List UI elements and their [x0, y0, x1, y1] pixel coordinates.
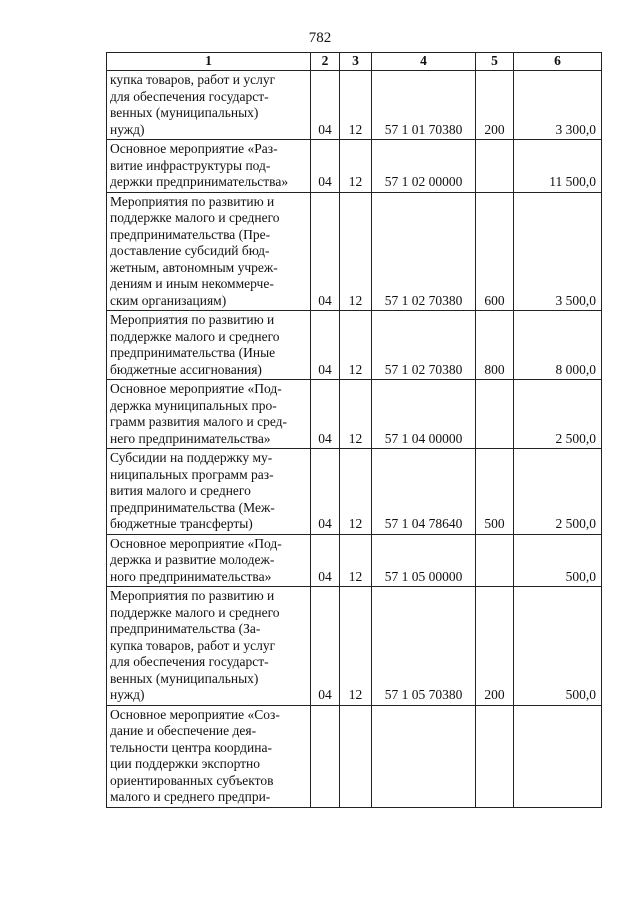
table-row	[107, 587, 602, 706]
table-row	[107, 705, 602, 807]
table-row	[107, 380, 602, 449]
row-name: Основное мероприятие «Под- держка и развитие молодеж- ного предпринимательства»	[107, 534, 311, 587]
row-name: Субсидии на поддержку му- ниципальных программ раз- вития малого и среднего предпринимательства (Меж- бюджетные трансферты)	[107, 449, 311, 535]
table-row	[107, 311, 602, 380]
row-expense-type: 600	[476, 192, 514, 311]
row-target-code: 57 1 05 00000	[372, 534, 476, 587]
row-expense-type	[476, 534, 514, 587]
row-name: Основное мероприятие «Соз- дание и обеспечение дея- тельности центра координа- ции поддержки экспортно ориентированных субъектов малого и среднего предпри-	[107, 705, 311, 807]
row-subsection: 12	[340, 140, 372, 193]
table-row	[107, 192, 602, 311]
row-amount: 500,0	[514, 534, 602, 587]
row-section: 04	[311, 192, 340, 311]
row-target-code: 57 1 05 70380	[372, 587, 476, 706]
row-section: 04	[311, 587, 340, 706]
table-row	[107, 140, 602, 193]
row-section	[311, 705, 340, 807]
table-row	[107, 449, 602, 535]
row-name: Мероприятия по развитию и поддержке малого и среднего предпринимательства (Пре- доставление субсидий бюд- жетным, автономным учреж- дениям и иным некоммерче- ским организациям)	[107, 192, 311, 311]
page-number: 782	[308, 30, 332, 46]
header-col-4: 4	[372, 53, 476, 71]
row-name: купка товаров, работ и услуг для обеспечения государст- венных (муниципальных) нужд)	[107, 71, 311, 140]
row-amount: 2 500,0	[514, 449, 602, 535]
row-section: 04	[311, 534, 340, 587]
row-amount: 8 000,0	[514, 311, 602, 380]
row-expense-type	[476, 705, 514, 807]
row-name: Основное мероприятие «Под- держка муниципальных про- грамм развития малого и сред- него предпринимательства»	[107, 380, 311, 449]
row-name: Основное мероприятие «Раз- витие инфраструктуры под- держки предпринимательства»	[107, 140, 311, 193]
row-target-code: 57 1 02 70380	[372, 311, 476, 380]
row-subsection: 12	[340, 449, 372, 535]
row-subsection: 12	[340, 192, 372, 311]
row-target-code: 57 1 04 00000	[372, 380, 476, 449]
header-col-1: 1	[107, 53, 311, 71]
row-section: 04	[311, 311, 340, 380]
row-amount: 500,0	[514, 587, 602, 706]
row-name: Мероприятия по развитию и поддержке малого и среднего предпринимательства (За- купка товаров, работ и услуг для обеспечения государст- венных (муниципальных) нужд)	[107, 587, 311, 706]
row-target-code: 57 1 04 78640	[372, 449, 476, 535]
table-row	[107, 71, 602, 140]
row-expense-type: 800	[476, 311, 514, 380]
header-col-5: 5	[476, 53, 514, 71]
row-target-code	[372, 705, 476, 807]
row-subsection: 12	[340, 534, 372, 587]
row-amount: 3 300,0	[514, 71, 602, 140]
row-section: 04	[311, 140, 340, 193]
row-target-code: 57 1 01 70380	[372, 71, 476, 140]
row-section: 04	[311, 380, 340, 449]
row-expense-type: 200	[476, 587, 514, 706]
row-expense-type	[476, 140, 514, 193]
row-subsection: 12	[340, 311, 372, 380]
row-expense-type: 500	[476, 449, 514, 535]
budget-table	[106, 52, 602, 808]
row-subsection: 12	[340, 380, 372, 449]
header-col-6: 6	[514, 53, 602, 71]
row-target-code: 57 1 02 00000	[372, 140, 476, 193]
row-amount: 3 500,0	[514, 192, 602, 311]
row-amount: 2 500,0	[514, 380, 602, 449]
row-subsection: 12	[340, 587, 372, 706]
header-col-2: 2	[311, 53, 340, 71]
header-row	[107, 53, 602, 71]
row-section: 04	[311, 71, 340, 140]
row-name: Мероприятия по развитию и поддержке малого и среднего предпринимательства (Иные бюджетные ассигнования)	[107, 311, 311, 380]
row-target-code: 57 1 02 70380	[372, 192, 476, 311]
table-row	[107, 534, 602, 587]
row-subsection	[340, 705, 372, 807]
header-col-3: 3	[340, 53, 372, 71]
row-amount: 11 500,0	[514, 140, 602, 193]
row-section: 04	[311, 449, 340, 535]
row-subsection: 12	[340, 71, 372, 140]
row-expense-type: 200	[476, 71, 514, 140]
row-expense-type	[476, 380, 514, 449]
row-amount	[514, 705, 602, 807]
